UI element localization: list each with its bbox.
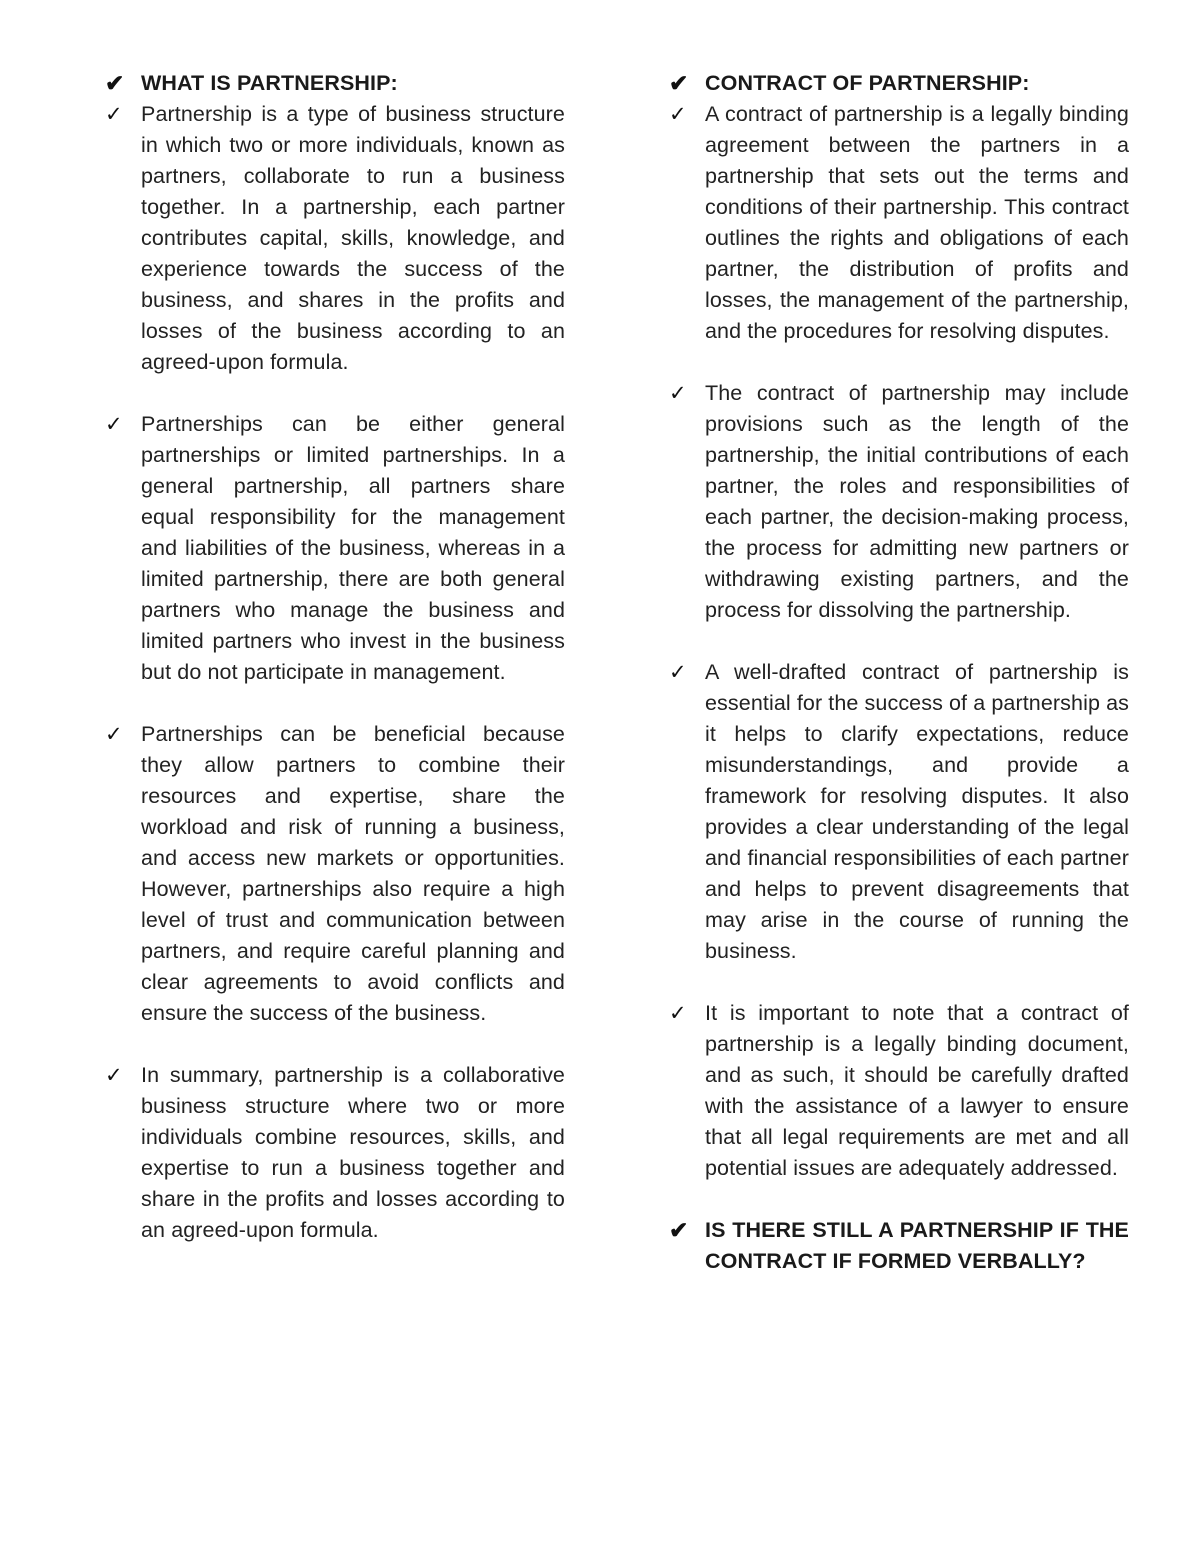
bullet-paragraph xyxy=(669,378,1129,626)
check-icon: ✓ xyxy=(105,723,123,746)
paragraph-text: A contract of partnership is a legally binding agreement between the partners in a partnership that sets out the terms and conditions of their partnership. This contract outlines the rights and obligations of each partner, the distribution of profits and losses, the management of the partnership, and the procedures for resolving disputes. xyxy=(705,102,1129,343)
right-column xyxy=(669,68,1129,1277)
bullet-paragraph xyxy=(105,409,565,688)
check-bold-icon: ✔ xyxy=(669,70,689,96)
bullet-paragraph xyxy=(669,998,1129,1184)
paragraph-text: A well-drafted contract of partnership is essential for the success of a partnership as it helps to clarify expectations, reduce misunderstandings, and provide a framework for resolving disputes. It also provides a clear understanding of the legal and financial responsibilities of each partner and helps to prevent disagreements that may arise in the course of running the business. xyxy=(705,660,1129,963)
bullet-paragraph xyxy=(105,1060,565,1246)
bullet-paragraph xyxy=(105,719,565,1029)
check-bold-icon: ✔ xyxy=(669,1217,689,1243)
check-icon: ✓ xyxy=(669,661,687,684)
check-icon: ✓ xyxy=(105,1064,123,1087)
section-heading-verbal-contract xyxy=(669,1215,1129,1277)
heading-text: WHAT IS PARTNERSHIP: xyxy=(141,71,398,95)
check-icon: ✓ xyxy=(669,1002,687,1025)
paragraph-text: Partnerships can be either general partnerships or limited partnerships. In a general partnership, all partners share equal responsibility for the management and liabilities of the business, whereas in a limited partnership, there are both general partners who manage the business and limited partners who invest in the business but do not participate in management. xyxy=(141,412,565,684)
paragraph-text: In summary, partnership is a collaborative business structure where two or more individuals combine resources, skills, and expertise to run a business together and share in the profits and losses according to an agreed-upon formula. xyxy=(141,1063,565,1242)
paragraph-text: The contract of partnership may include provisions such as the length of the partnership, the initial contributions of each partner, the roles and responsibilities of each partner, the decision-making process, the process for admitting new partners or withdrawing existing partners, and the process for dissolving the partnership. xyxy=(705,381,1129,622)
heading-text: CONTRACT OF PARTNERSHIP: xyxy=(705,71,1030,95)
left-column xyxy=(105,68,565,1246)
bullet-paragraph xyxy=(105,99,565,378)
check-icon: ✓ xyxy=(669,103,687,126)
heading-text: IS THERE STILL A PARTNERSHIP IF THE CONTRACT IF FORMED VERBALLY? xyxy=(705,1218,1129,1273)
paragraph-text: Partnership is a type of business structure in which two or more individuals, known as partners, collaborate to run a business together. In a partnership, each partner contributes capital, skills, knowledge, and experience towards the success of the business, and shares in the profits and losses of the business according to an agreed-upon formula. xyxy=(141,102,565,374)
check-icon: ✓ xyxy=(105,413,123,436)
check-icon: ✓ xyxy=(105,103,123,126)
paragraph-text: Partnerships can be beneficial because they allow partners to combine their resources and expertise, share the workload and risk of running a business, and access new markets or opportunities. However, partnerships also require a high level of trust and communication between partners, and require careful planning and clear agreements to avoid conflicts and ensure the success of the business. xyxy=(141,722,565,1025)
check-icon: ✓ xyxy=(669,382,687,405)
check-bold-icon: ✔ xyxy=(105,70,125,96)
section-heading-what-is-partnership xyxy=(105,68,565,99)
bullet-paragraph xyxy=(669,99,1129,347)
section-heading-contract-of-partnership xyxy=(669,68,1129,99)
paragraph-text: It is important to note that a contract of partnership is a legally binding document, and as such, it should be carefully drafted with the assistance of a lawyer to ensure that all legal requirements are met and all potential issues are adequately addressed. xyxy=(705,1001,1129,1180)
bullet-paragraph xyxy=(669,657,1129,967)
